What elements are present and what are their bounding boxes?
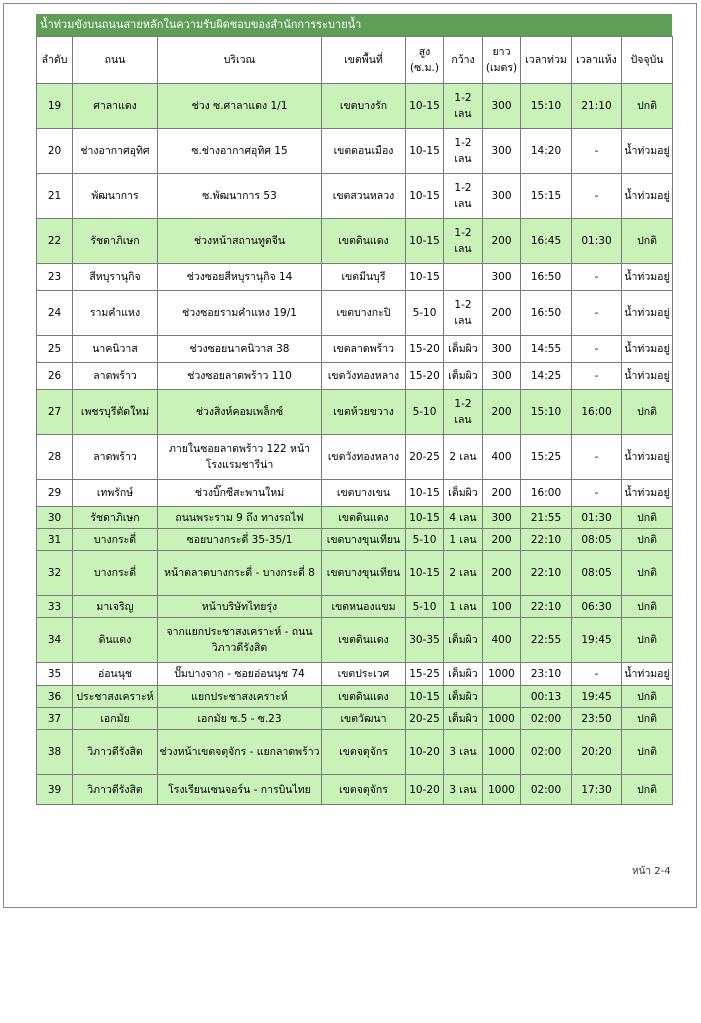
cell-status: ปกติ (622, 775, 673, 805)
cell-road: รัชดาภิเษก (73, 219, 158, 264)
cell-width: 1-2 เลน (444, 174, 483, 219)
table-row (37, 264, 673, 291)
header-height: สูง (ซ.ม.) (406, 37, 444, 84)
cell-flood-time: 14:20 (521, 129, 572, 174)
header-road: ถนน (73, 37, 158, 84)
cell-road: รามคำแหง (73, 291, 158, 336)
cell-road: ลาดพร้าว (73, 363, 158, 390)
cell-no: 31 (37, 529, 73, 551)
cell-height: 10-15 (406, 264, 444, 291)
cell-width: 4 เลน (444, 507, 483, 529)
cell-road: เพชรบุรีตัดใหม่ (73, 390, 158, 435)
cell-status: น้ำท่วมอยู่ (622, 363, 673, 390)
cell-area: ซอยบางกระดี่ 35-35/1 (158, 529, 322, 551)
cell-dry-time: - (572, 129, 622, 174)
header-dry-time: เวลาแห้ง (572, 37, 622, 84)
cell-width: เต็มผิว (444, 663, 483, 686)
cell-flood-time: 14:25 (521, 363, 572, 390)
cell-area: ช่วงสิงห์คอมเพล็กซ์ (158, 390, 322, 435)
cell-status: น้ำท่วมอยู่ (622, 291, 673, 336)
cell-dry-time: 08:05 (572, 529, 622, 551)
cell-status: ปกติ (622, 596, 673, 618)
cell-height: 10-15 (406, 551, 444, 596)
cell-length: 300 (483, 363, 521, 390)
cell-no: 39 (37, 775, 73, 805)
cell-width: 3 เลน (444, 730, 483, 775)
table-row (37, 363, 673, 390)
cell-dry-time: 21:10 (572, 84, 622, 129)
cell-district: เขตบางขุนเทียน (322, 551, 406, 596)
cell-width: เต็มผิว (444, 363, 483, 390)
cell-dry-time: 17:30 (572, 775, 622, 805)
cell-district: เขตห้วยขวาง (322, 390, 406, 435)
cell-road: เทพรักษ์ (73, 480, 158, 507)
cell-width: 1-2 เลน (444, 84, 483, 129)
cell-road: พัฒนาการ (73, 174, 158, 219)
cell-height: 5-10 (406, 596, 444, 618)
cell-area: ช่วงซอยลาดพร้าว 110 (158, 363, 322, 390)
cell-no: 27 (37, 390, 73, 435)
cell-width: 3 เลน (444, 775, 483, 805)
cell-district: เขตหนองแขม (322, 596, 406, 618)
cell-height: 20-25 (406, 435, 444, 480)
cell-flood-time: 02:00 (521, 730, 572, 775)
cell-district: เขตจตุจักร (322, 730, 406, 775)
cell-area: โรงเรียนเซนจอร์น - การบินไทย (158, 775, 322, 805)
cell-width: 2 เลน (444, 435, 483, 480)
cell-district: เขตประเวศ (322, 663, 406, 686)
cell-district: เขตบางขุนเทียน (322, 529, 406, 551)
table-row (37, 480, 673, 507)
cell-area: ช่วงบิ๊กซีสะพานใหม่ (158, 480, 322, 507)
header-no: ลำดับ (37, 37, 73, 84)
cell-length: 300 (483, 336, 521, 363)
cell-height: 20-25 (406, 708, 444, 730)
cell-height: 10-15 (406, 129, 444, 174)
cell-area: แยกประชาสงเคราะห์ (158, 686, 322, 708)
cell-no: 24 (37, 291, 73, 336)
cell-dry-time: 16:00 (572, 390, 622, 435)
cell-area: ช่วงซอยสีหบุรานุกิจ 14 (158, 264, 322, 291)
cell-status: น้ำท่วมอยู่ (622, 435, 673, 480)
cell-road: บางกระดี่ (73, 551, 158, 596)
cell-dry-time: 20:20 (572, 730, 622, 775)
cell-district: เขตดอนเมือง (322, 129, 406, 174)
cell-dry-time: - (572, 174, 622, 219)
header-row (37, 37, 673, 84)
cell-status: ปกติ (622, 686, 673, 708)
cell-height: 30-35 (406, 618, 444, 663)
cell-flood-time: 02:00 (521, 708, 572, 730)
cell-length: 1000 (483, 663, 521, 686)
cell-flood-time: 00:13 (521, 686, 572, 708)
table-row (37, 596, 673, 618)
header-district: เขตพื้นที่ (322, 37, 406, 84)
cell-dry-time: - (572, 291, 622, 336)
cell-height: 5-10 (406, 529, 444, 551)
cell-length: 300 (483, 129, 521, 174)
header-length: ยาว (เมตร) (483, 37, 521, 84)
cell-width: เต็มผิว (444, 686, 483, 708)
cell-no: 33 (37, 596, 73, 618)
cell-height: 15-20 (406, 336, 444, 363)
header-width: กว้าง (444, 37, 483, 84)
table-row (37, 435, 673, 480)
cell-area: ปั๊มบางจาก - ซอยอ่อนนุช 74 (158, 663, 322, 686)
cell-length: 100 (483, 596, 521, 618)
cell-flood-time: 16:45 (521, 219, 572, 264)
cell-road: วิภาวดีรังสิต (73, 775, 158, 805)
cell-status: ปกติ (622, 551, 673, 596)
cell-road: รัชดาภิเษก (73, 507, 158, 529)
flood-table (36, 36, 673, 805)
cell-status: ปกติ (622, 84, 673, 129)
cell-width: เต็มผิว (444, 708, 483, 730)
cell-height: 15-25 (406, 663, 444, 686)
cell-dry-time: - (572, 363, 622, 390)
cell-road: ช่างอากาศอุทิศ (73, 129, 158, 174)
cell-status: ปกติ (622, 730, 673, 775)
cell-length: 300 (483, 507, 521, 529)
cell-flood-time: 15:10 (521, 390, 572, 435)
cell-road: มาเจริญ (73, 596, 158, 618)
cell-width: 1-2 เลน (444, 390, 483, 435)
table-row (37, 336, 673, 363)
cell-width: เต็มผิว (444, 336, 483, 363)
cell-height: 10-15 (406, 480, 444, 507)
cell-height: 10-15 (406, 84, 444, 129)
table-row (37, 174, 673, 219)
cell-road: นาคนิวาส (73, 336, 158, 363)
cell-flood-time: 16:00 (521, 480, 572, 507)
table-row (37, 686, 673, 708)
table-row (37, 390, 673, 435)
cell-road: บางกระดี่ (73, 529, 158, 551)
cell-flood-time: 16:50 (521, 291, 572, 336)
cell-road: ประชาสงเคราะห์ (73, 686, 158, 708)
cell-length: 300 (483, 84, 521, 129)
table-row (37, 507, 673, 529)
cell-area: ช่วงซอยนาคนิวาส 38 (158, 336, 322, 363)
cell-width: เต็มผิว (444, 480, 483, 507)
table-row (37, 551, 673, 596)
cell-district: เขตสวนหลวง (322, 174, 406, 219)
table-row (37, 84, 673, 129)
cell-no: 23 (37, 264, 73, 291)
cell-status: น้ำท่วมอยู่ (622, 336, 673, 363)
cell-flood-time: 22:55 (521, 618, 572, 663)
cell-length (483, 686, 521, 708)
header-area: บริเวณ (158, 37, 322, 84)
cell-length: 400 (483, 618, 521, 663)
cell-length: 200 (483, 529, 521, 551)
cell-length: 1000 (483, 730, 521, 775)
cell-area: ซ.ช่างอากาศอุทิศ 15 (158, 129, 322, 174)
cell-no: 19 (37, 84, 73, 129)
cell-area: ช่วงซอยรามคำแหง 19/1 (158, 291, 322, 336)
cell-height: 10-20 (406, 730, 444, 775)
cell-district: เขตดินแดง (322, 507, 406, 529)
table-row (37, 663, 673, 686)
table-title: น้ำท่วมขังบนถนนสายหลักในความรับผิดชอบของสำนักการระบายน้ำ (36, 14, 672, 36)
table-row (37, 708, 673, 730)
cell-status: ปกติ (622, 618, 673, 663)
cell-status: น้ำท่วมอยู่ (622, 663, 673, 686)
table-row (37, 291, 673, 336)
cell-status: ปกติ (622, 708, 673, 730)
cell-dry-time: - (572, 336, 622, 363)
cell-length: 300 (483, 174, 521, 219)
cell-status: น้ำท่วมอยู่ (622, 264, 673, 291)
cell-dry-time: - (572, 480, 622, 507)
cell-area: ภายในซอยลาดพร้าว 122 หน้าโรงแรมชารีน่า (158, 435, 322, 480)
table-row (37, 730, 673, 775)
table-row (37, 529, 673, 551)
cell-district: เขตดินแดง (322, 686, 406, 708)
cell-width: 1 เลน (444, 596, 483, 618)
cell-district: เขตวังทองหลาง (322, 363, 406, 390)
cell-flood-time: 21:55 (521, 507, 572, 529)
cell-no: 30 (37, 507, 73, 529)
cell-district: เขตดินแดง (322, 219, 406, 264)
cell-width: 1-2 เลน (444, 219, 483, 264)
cell-area: ช่วง ซ.ศาลาแดง 1/1 (158, 84, 322, 129)
cell-area: เอกมัย ซ.5 - ซ.23 (158, 708, 322, 730)
cell-height: 10-15 (406, 219, 444, 264)
cell-length: 200 (483, 480, 521, 507)
cell-width: 2 เลน (444, 551, 483, 596)
cell-height: 5-10 (406, 291, 444, 336)
cell-length: 1000 (483, 708, 521, 730)
cell-road: เอกมัย (73, 708, 158, 730)
cell-flood-time: 02:00 (521, 775, 572, 805)
cell-no: 22 (37, 219, 73, 264)
cell-no: 37 (37, 708, 73, 730)
page-number: หน้า 2-4 (632, 866, 671, 877)
cell-area: หน้าตลาดบางกระดี่ - บางกระดี่ 8 (158, 551, 322, 596)
table-row (37, 775, 673, 805)
cell-area: ถนนพระราม 9 ถึง ทางรถไฟ (158, 507, 322, 529)
cell-status: ปกติ (622, 507, 673, 529)
cell-area: ซ.พัฒนาการ 53 (158, 174, 322, 219)
cell-area: หน้าบริษัทไทยรุ่ง (158, 596, 322, 618)
cell-height: 10-15 (406, 686, 444, 708)
cell-no: 26 (37, 363, 73, 390)
cell-district: เขตบางเขน (322, 480, 406, 507)
cell-flood-time: 22:10 (521, 596, 572, 618)
cell-flood-time: 15:15 (521, 174, 572, 219)
table-row (37, 129, 673, 174)
cell-dry-time: 01:30 (572, 219, 622, 264)
cell-flood-time: 15:25 (521, 435, 572, 480)
cell-status: ปกติ (622, 390, 673, 435)
cell-dry-time: 01:30 (572, 507, 622, 529)
cell-height: 5-10 (406, 390, 444, 435)
cell-dry-time: - (572, 264, 622, 291)
cell-flood-time: 22:10 (521, 551, 572, 596)
cell-district: เขตวัฒนา (322, 708, 406, 730)
cell-district: เขตวังทองหลาง (322, 435, 406, 480)
cell-width (444, 264, 483, 291)
cell-dry-time: 08:05 (572, 551, 622, 596)
cell-length: 300 (483, 264, 521, 291)
cell-flood-time: 16:50 (521, 264, 572, 291)
cell-district: เขตมีนบุรี (322, 264, 406, 291)
cell-width: เต็มผิว (444, 618, 483, 663)
table-row (37, 219, 673, 264)
cell-status: น้ำท่วมอยู่ (622, 129, 673, 174)
cell-length: 200 (483, 390, 521, 435)
cell-length: 200 (483, 219, 521, 264)
cell-dry-time: 23:50 (572, 708, 622, 730)
cell-district: เขตบางรัก (322, 84, 406, 129)
cell-no: 38 (37, 730, 73, 775)
cell-area: จากแยกประชาสงเคราะห์ - ถนนวิภาวดีรังสิต (158, 618, 322, 663)
cell-flood-time: 14:55 (521, 336, 572, 363)
cell-status: น้ำท่วมอยู่ (622, 174, 673, 219)
cell-height: 10-15 (406, 507, 444, 529)
cell-length: 200 (483, 291, 521, 336)
cell-dry-time: - (572, 435, 622, 480)
cell-dry-time: 06:30 (572, 596, 622, 618)
cell-area: ช่วงหน้าสถานทูตจีน (158, 219, 322, 264)
cell-no: 29 (37, 480, 73, 507)
cell-district: เขตจตุจักร (322, 775, 406, 805)
cell-length: 1000 (483, 775, 521, 805)
cell-no: 20 (37, 129, 73, 174)
cell-length: 400 (483, 435, 521, 480)
cell-road: อ่อนนุช (73, 663, 158, 686)
cell-no: 35 (37, 663, 73, 686)
cell-area: ช่วงหน้าเขตจตุจักร - แยกลาดพร้าว (158, 730, 322, 775)
cell-dry-time: 19:45 (572, 618, 622, 663)
cell-road: ศาลาแดง (73, 84, 158, 129)
cell-road: ลาดพร้าว (73, 435, 158, 480)
cell-no: 36 (37, 686, 73, 708)
cell-district: เขตดินแดง (322, 618, 406, 663)
cell-height: 10-20 (406, 775, 444, 805)
cell-status: ปกติ (622, 219, 673, 264)
cell-dry-time: - (572, 663, 622, 686)
cell-no: 34 (37, 618, 73, 663)
cell-district: เขตลาดพร้าว (322, 336, 406, 363)
cell-width: 1 เลน (444, 529, 483, 551)
cell-status: น้ำท่วมอยู่ (622, 480, 673, 507)
cell-status: ปกติ (622, 529, 673, 551)
cell-flood-time: 23:10 (521, 663, 572, 686)
cell-height: 15-20 (406, 363, 444, 390)
cell-dry-time: 19:45 (572, 686, 622, 708)
cell-no: 25 (37, 336, 73, 363)
cell-length: 200 (483, 551, 521, 596)
cell-width: 1-2 เลน (444, 129, 483, 174)
cell-road: สีหบุรานุกิจ (73, 264, 158, 291)
header-status: ปัจจุบัน (622, 37, 673, 84)
table-row (37, 618, 673, 663)
cell-flood-time: 22:10 (521, 529, 572, 551)
cell-no: 21 (37, 174, 73, 219)
cell-height: 10-15 (406, 174, 444, 219)
cell-width: 1-2 เลน (444, 291, 483, 336)
cell-road: ดินแดง (73, 618, 158, 663)
cell-district: เขตบางกะปิ (322, 291, 406, 336)
cell-no: 32 (37, 551, 73, 596)
header-flood-time: เวลาท่วม (521, 37, 572, 84)
cell-no: 28 (37, 435, 73, 480)
cell-road: วิภาวดีรังสิต (73, 730, 158, 775)
cell-flood-time: 15:10 (521, 84, 572, 129)
